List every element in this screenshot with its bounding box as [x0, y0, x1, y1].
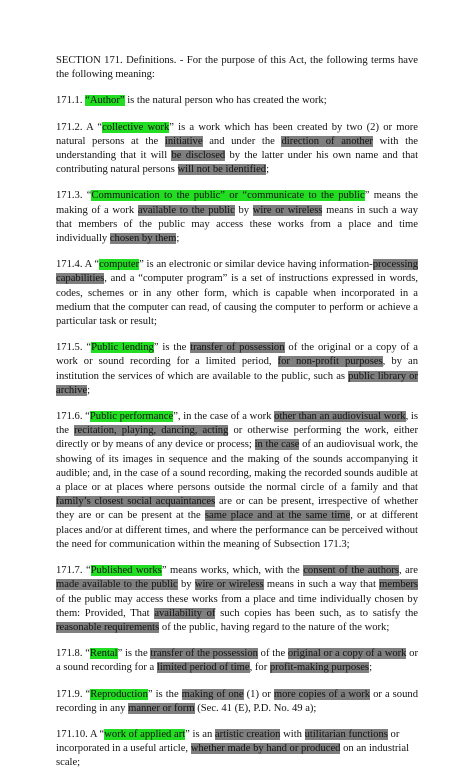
text-segment: 171.6. “ [56, 411, 90, 423]
text-segment: ” is a work which has been created by two (2) or more natural persons at the [56, 121, 418, 147]
phrase-highlight: made available to the public [56, 579, 178, 591]
phrase-highlight: public library or archive [56, 370, 418, 396]
defined-term-highlight: Rental [89, 648, 118, 660]
phrase-highlight: making of one [181, 688, 244, 700]
definition-paragraph [56, 94, 418, 108]
text-segment: ; [266, 164, 270, 176]
text-segment: with the understanding that it will [56, 135, 419, 162]
text-segment: 171.3. “ [56, 190, 92, 202]
text-segment: ” is the [117, 648, 151, 660]
text-segment: SECTION 171. Definitions. - For the purpose of this Act, the following terms have the following meaning: [56, 55, 418, 81]
text-segment: 171.7. “ [56, 565, 91, 577]
text-segment: , or at different places and/or at different times, and where the performance can be perceived without the need for communication within the meaning of Subsection 171.3; [56, 510, 419, 550]
text-segment: ” means the making of a work [56, 190, 418, 216]
phrase-highlight: consent of the authors [303, 565, 399, 577]
phrase-highlight: chosen by them [109, 233, 177, 245]
text-segment: ” is an electronic or similar device having information- [139, 259, 373, 271]
phrase-highlight: whether made by hand or produced [190, 743, 341, 755]
text-segment: , is the [56, 411, 418, 437]
defined-term-highlight: computer [99, 259, 140, 271]
text-segment: , and a “computer program” is a set of instructions expressed in words, codes, schemes or in any other form, which is capable when incorporated in a medium that the computer can read, of causing the computer to perform or achieve a particular task or result; [56, 273, 418, 328]
text-segment: or a sound recording for a [56, 648, 418, 674]
text-segment: (1) or [243, 688, 274, 700]
text-segment: ; [87, 384, 91, 396]
phrase-highlight: transfer of the possession [150, 648, 258, 660]
text-segment: of the public, having regard to the nature of the work; [159, 621, 390, 633]
text-segment: of an audiovisual work, the showing of its images in sequence and the making of the sounds accompanying it audible; and, in the case of a sound recording, making the recorded sounds audible at a place or at places where persons outside the normal circle of a family and that [56, 439, 418, 494]
definition-paragraph [56, 341, 418, 398]
text-segment: ” is an [185, 728, 215, 740]
text-segment: 171.1. [56, 95, 86, 107]
defined-term-highlight: Communication to the public [91, 190, 221, 202]
section-heading [56, 54, 418, 82]
text-segment: are or can be present, irrespective of whether they are or can be present at the [56, 496, 418, 522]
phrase-highlight: transfer of possession [190, 342, 285, 354]
text-segment: or otherwise performing the work, either directly or by means of any device or process; [56, 425, 419, 451]
phrase-highlight: availability of [154, 607, 216, 619]
text-segment: by [234, 204, 253, 216]
text-segment: 171.2. A “ [56, 121, 103, 133]
defined-term-highlight: Public performance [89, 411, 174, 423]
text-segment: by [177, 579, 195, 591]
phrase-highlight: processing capabilities [56, 259, 418, 285]
phrase-highlight: other than an audiovisual work [274, 411, 406, 423]
phrase-highlight: in the case [254, 439, 300, 451]
text-segment: and under the [202, 135, 282, 147]
text-segment: ” means works, which, with the [161, 565, 304, 577]
phrase-highlight: be disclosed [171, 150, 226, 162]
defined-term-highlight: Published works [90, 565, 162, 577]
text-segment: ; [369, 662, 373, 674]
defined-term-highlight: Reproduction [90, 688, 148, 700]
phrase-highlight: will not be identified [177, 164, 267, 176]
phrase-highlight: members [379, 579, 419, 591]
text-segment: 171.5. “ [56, 342, 92, 354]
text-segment: of the original or a copy of a work or sound recording for a limited period, [56, 342, 418, 368]
text-segment: , by an institution the services of which are available to the public, such as [56, 356, 418, 382]
phrase-highlight: utilitarian functions [304, 728, 388, 740]
phrase-highlight: limited period of time [156, 662, 250, 674]
text-segment: (Sec. 41 (E), P.D. No. 49 a); [194, 702, 317, 714]
text-segment: or incorporated in a useful article, [56, 728, 400, 755]
definition-paragraph [56, 647, 418, 675]
text-segment: 171.9. “ [56, 688, 91, 700]
defined-term-highlight: work of applied art [104, 728, 186, 740]
text-segment: such copies has been such, as to satisfy the [215, 607, 418, 619]
phrase-highlight: artistic creation [214, 728, 281, 740]
phrase-highlight: initiative [164, 135, 203, 147]
defined-term-highlight: “Author” [85, 95, 125, 107]
defined-term-highlight: communicate to the public [247, 190, 365, 202]
phrase-highlight: for non-profit purposes [277, 356, 383, 368]
phrase-highlight: wire or wireless [194, 579, 264, 591]
definition-paragraph [56, 564, 418, 635]
text-segment: with [280, 728, 305, 740]
definition-paragraph [56, 189, 418, 246]
text-segment: by the latter under his own name and that contributing natural persons [56, 150, 419, 176]
phrase-highlight: more copies of a work [273, 688, 371, 700]
definition-paragraph [56, 688, 418, 716]
text-segment: ; [176, 233, 180, 245]
text-segment: 171.8. “ [56, 648, 90, 660]
definition-paragraph [56, 258, 418, 329]
text-segment: ”, in the case of a work [173, 411, 275, 423]
phrase-highlight: wire or wireless [252, 204, 323, 216]
text-segment: on an industrial scale; [56, 743, 410, 769]
defined-term-highlight: ” or “ [220, 190, 248, 202]
definition-paragraph [56, 728, 418, 771]
phrase-highlight: manner or form [128, 702, 195, 714]
text-segment: is the natural person who has created the work; [124, 95, 327, 107]
text-segment: ” is the [153, 342, 191, 354]
defined-term-highlight: Public lending [91, 342, 154, 354]
phrase-highlight: same place and at the same time [204, 510, 351, 522]
text-segment: 171.10. A “ [56, 728, 105, 740]
text-segment: or a sound recording in any [56, 688, 418, 714]
text-segment: , for [249, 662, 270, 674]
text-segment: of the [257, 648, 288, 660]
text-segment: 171.4. A “ [56, 259, 100, 271]
text-segment: means in such a way that [263, 579, 380, 591]
text-segment: means in such a way that members of the public may access these works from a place and time individually [56, 204, 418, 245]
text-segment: of the public may access these works from a place and time individually chosen by them: Provided, That [56, 593, 418, 619]
phrase-highlight: recitation, playing, dancing, acting [74, 425, 229, 437]
phrase-highlight: original or a copy of a work [287, 648, 407, 660]
phrase-highlight: profit-making purposes [269, 662, 370, 674]
text-segment: ” is the [147, 688, 182, 700]
phrase-highlight: direction of another [281, 135, 373, 147]
phrase-highlight: available to the public [137, 204, 235, 216]
definition-paragraph [56, 410, 418, 552]
text-segment: , are [398, 565, 418, 577]
phrase-highlight: reasonable requirements [56, 621, 160, 633]
phrase-highlight: family’s closest social acquaintances [56, 496, 216, 508]
definition-paragraph [56, 121, 418, 178]
defined-term-highlight: collective work [102, 121, 170, 133]
